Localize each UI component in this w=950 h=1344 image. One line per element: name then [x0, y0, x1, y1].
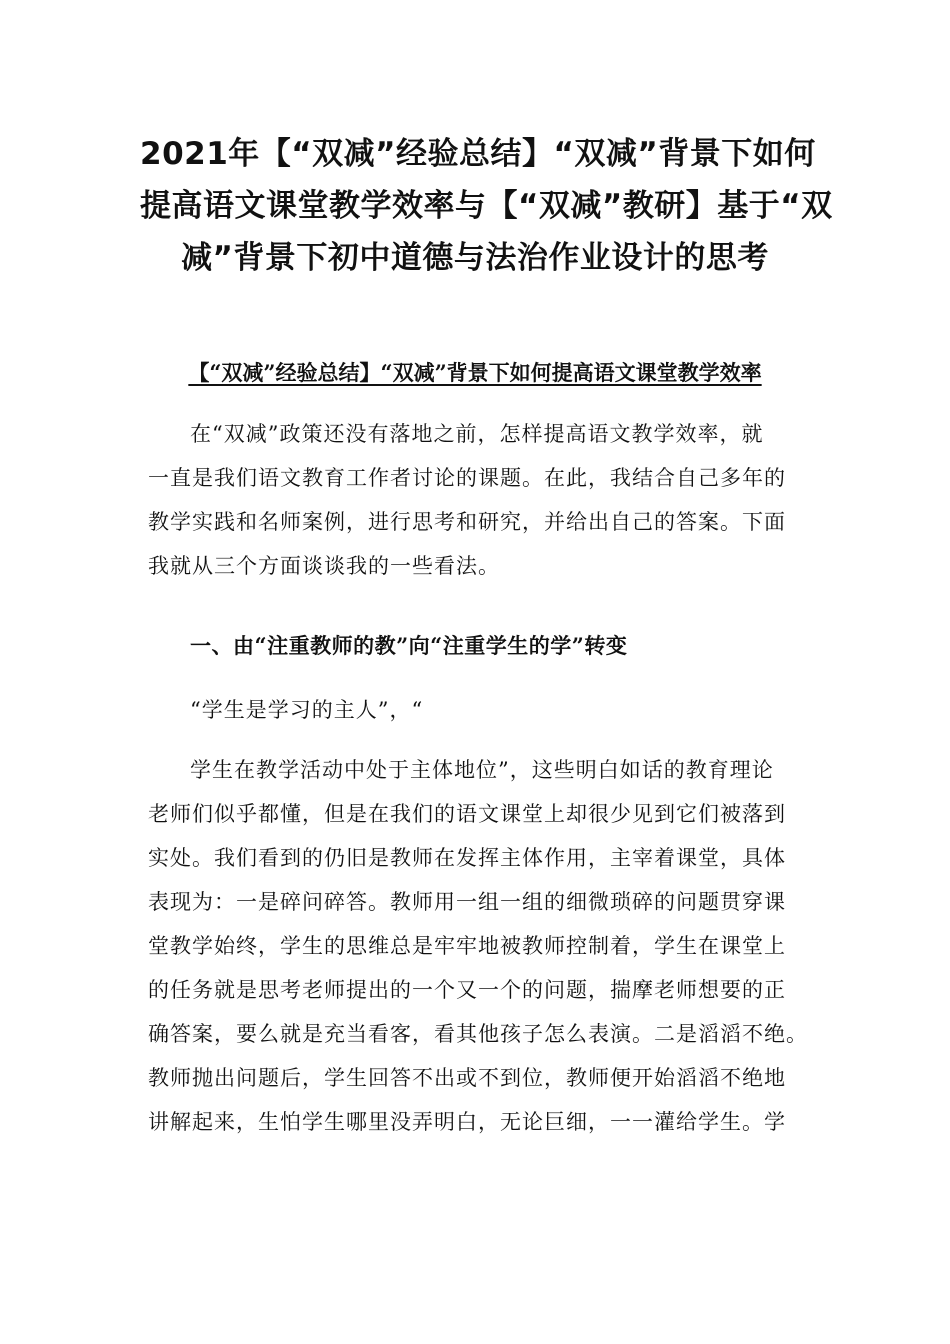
body-paragraph — [148, 748, 820, 1144]
document-title — [140, 128, 833, 284]
title-line: 减”背景下初中道德与法治作业设计的思考 — [181, 240, 769, 276]
paragraph-line: 教师抛出问题后，学生回答不出或不到位，教师便开始滔滔不绝地 — [148, 1066, 786, 1090]
heading-1: 一、由“注重教师的教”向“注重学生的学”转变 — [190, 633, 628, 658]
paragraph-line: 确答案，要么就是充当看客，看其他孩子怎么表演。二是滔滔不绝。 — [148, 1022, 808, 1046]
paragraph-line: 教学实践和名师案例，进行思考和研究，并给出自己的答案。下面 — [148, 510, 786, 534]
paragraph-line: 学生在教学活动中处于主体地位”，这些明白如话的教育理论 — [190, 758, 774, 782]
paragraph-line: 实处。我们看到的仍旧是教师在发挥主体作用，主宰着课堂，具体 — [148, 846, 786, 870]
intro-paragraph — [148, 412, 820, 588]
quote-line: “学生是学习的主人”，“ — [190, 698, 424, 722]
paragraph-line: 的任务就是思考老师提出的一个又一个的问题，揣摩老师想要的正 — [148, 978, 786, 1002]
paragraph-line: 老师们似乎都懂，但是在我们的语文课堂上却很少见到它们被落到 — [148, 802, 786, 826]
paragraph-line: 一直是我们语文教育工作者讨论的课题。在此，我结合自己多年的 — [148, 466, 786, 490]
paragraph-line: 堂教学始终，学生的思维总是牢牢地被教师控制着，学生在课堂上 — [148, 934, 786, 958]
section-title-text: 【“双减”经验总结】“双减”背景下如何提高语文课堂教学效率 — [188, 360, 762, 385]
title-line: 提高语文课堂教学效率与【“双减”教研】基于“双 — [140, 188, 833, 224]
paragraph-line: 表现为：一是碎问碎答。教师用一组一组的细微琐碎的问题贯穿课 — [148, 890, 786, 914]
section-title — [120, 358, 830, 388]
title-line: 2021年【“双减”经验总结】“双减”背景下如何 — [140, 136, 816, 172]
paragraph-line: 我就从三个方面谈谈我的一些看法。 — [148, 554, 500, 578]
paragraph-line: 在“双减”政策还没有落地之前，怎样提高语文教学效率，就 — [190, 422, 764, 446]
paragraph-line: 讲解起来，生怕学生哪里没弄明白，无论巨细，一一灌给学生。学 — [148, 1110, 786, 1134]
